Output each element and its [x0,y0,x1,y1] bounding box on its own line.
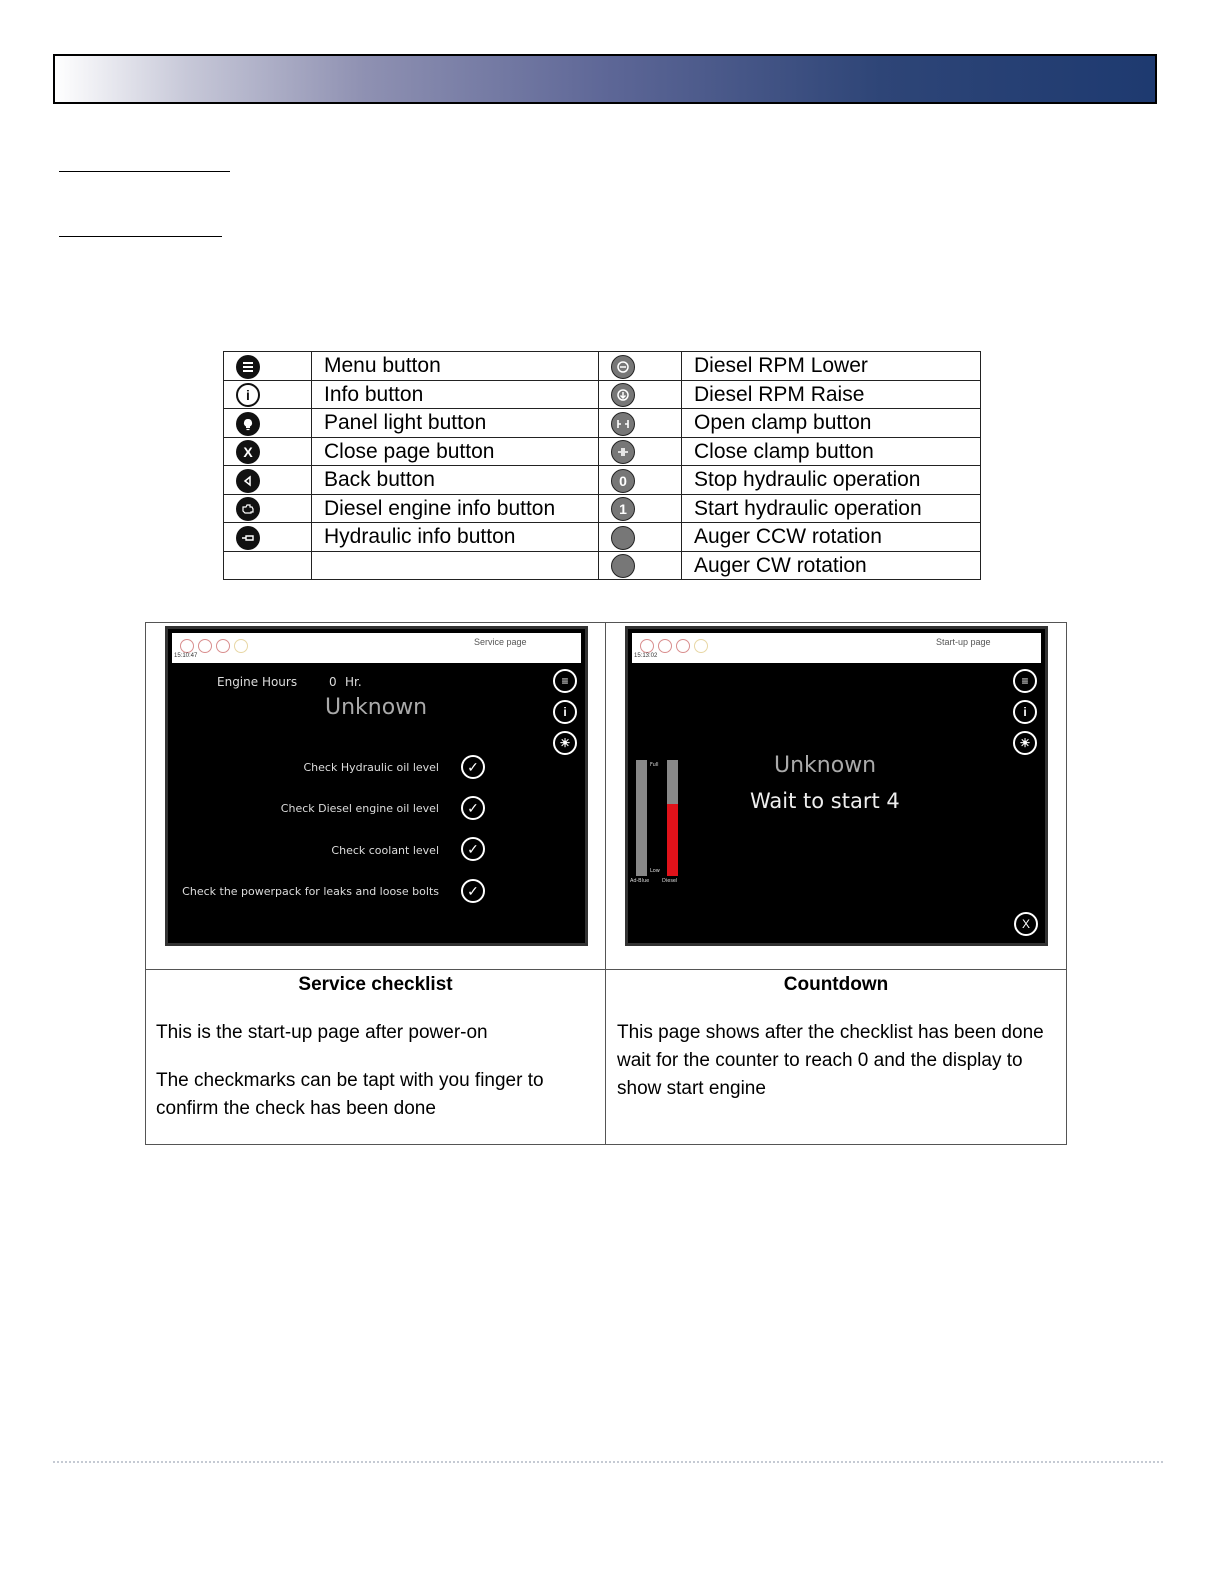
countdown-text [617,1019,1047,1123]
legend-label: Close page button [312,437,599,466]
screens-table [145,622,1067,1145]
caption-paragraph: This page shows after the checklist has been done wait for the counter to reach 0 and the display to show start engine [617,1022,1044,1099]
info-icon: i [236,383,260,407]
engine-info-icon [236,497,260,521]
rpm-status-icon [658,639,672,653]
legend-row [224,551,981,580]
legend-row [224,437,981,466]
startup-page-screenshot [625,626,1048,946]
light-status-icon [694,639,708,653]
legend-label: Diesel RPM Raise [682,380,981,409]
button-legend-table [223,351,981,580]
legend-label: Info button [312,380,599,409]
info-icon[interactable]: i [553,700,577,724]
heading-rule-1 [59,171,230,172]
close-icon: X [236,440,260,464]
open-clamp-icon [611,412,635,436]
menu-icon [236,355,260,379]
status-text: Unknown [325,695,428,720]
heading-rule-2 [59,236,222,237]
diesel-gauge [667,760,678,876]
service-checklist-text [156,1019,596,1143]
legend-label: Start hydraulic operation [682,494,981,523]
status-icons [180,639,248,653]
legend-label: Auger CW rotation [682,551,981,580]
status-icons [640,639,708,653]
clock: 15:13:02 [634,653,658,659]
legend-label: Diesel RPM Lower [682,352,981,381]
clamp-status-icon [216,639,230,653]
legend-label: Stop hydraulic operation [682,466,981,495]
legend-label: Diesel engine info button [312,494,599,523]
check-label: Check Hydraulic oil level [303,761,439,774]
rpm-raise-icon [611,383,635,407]
gauge-diesel-label: Diesel [662,878,678,884]
check-icon[interactable]: ✓ [461,879,485,903]
engine-hours-value: 0 [329,675,337,689]
panel-light-icon[interactable]: ☀ [553,731,577,755]
panel-light-icon[interactable]: ☀ [1013,731,1037,755]
status-text: Unknown [774,753,877,778]
close-clamp-icon [611,440,635,464]
service-checklist-title: Service checklist [298,974,453,995]
diesel-gauge-fill [667,804,678,876]
caption-paragraph: The checkmarks can be tapt with you finger to confirm the check has been done [156,1070,544,1119]
gauge-full-label: Full [650,762,659,768]
check-icon[interactable]: ✓ [461,837,485,861]
adblue-gauge [636,760,647,876]
panel-light-icon [236,412,260,436]
page-title: Start-up page [936,637,991,647]
light-status-icon [234,639,248,653]
legend-row [224,523,981,552]
engine-hours-unit: Hr. [345,675,362,689]
header-banner [53,54,1157,104]
footer-divider [53,1461,1163,1463]
clock: 15:10:47 [174,653,198,659]
gauge-low-label: Low [650,868,660,874]
legend-label: Hydraulic info button [312,523,599,552]
legend-row [224,380,981,409]
page-title: Service page [474,637,527,647]
auger-cw-icon [611,554,635,578]
check-label: Check coolant level [331,844,439,857]
legend-label: Back button [312,466,599,495]
gauge-adblue-label: Ad-Blue [630,878,650,884]
menu-icon[interactable]: ≡ [1013,669,1037,693]
legend-row [224,466,981,495]
timer-status-icon [640,639,654,653]
check-icon[interactable]: ✓ [461,796,485,820]
legend-label: Panel light button [312,409,599,438]
countdown-title: Countdown [783,974,889,995]
check-label: Check the powerpack for leaks and loose bolts [182,885,439,898]
legend-label [312,551,599,580]
legend-label: Close clamp button [682,437,981,466]
caption-paragraph: This is the start-up page after power-on [156,1022,488,1043]
menu-icon[interactable]: ≡ [553,669,577,693]
rpm-status-icon [198,639,212,653]
countdown-message: Wait to start 4 [750,789,900,813]
info-icon[interactable]: i [1013,700,1037,724]
stop-hydraulic-icon: 0 [611,469,635,493]
service-page-screenshot [165,626,588,946]
auger-ccw-icon [611,526,635,550]
legend-label: Auger CCW rotation [682,523,981,552]
legend-row [224,494,981,523]
timer-status-icon [180,639,194,653]
check-label: Check Diesel engine oil level [280,802,439,815]
legend-label: Open clamp button [682,409,981,438]
back-icon [236,469,260,493]
close-icon[interactable]: X [1014,912,1038,936]
legend-label: Menu button [312,352,599,381]
check-icon[interactable]: ✓ [461,755,485,779]
engine-hours-label: Engine Hours [217,675,298,689]
legend-row [224,352,981,381]
rpm-lower-icon [611,355,635,379]
hydraulic-info-icon [236,526,260,550]
clamp-status-icon [676,639,690,653]
start-hydraulic-icon: 1 [611,497,635,521]
legend-row [224,409,981,438]
